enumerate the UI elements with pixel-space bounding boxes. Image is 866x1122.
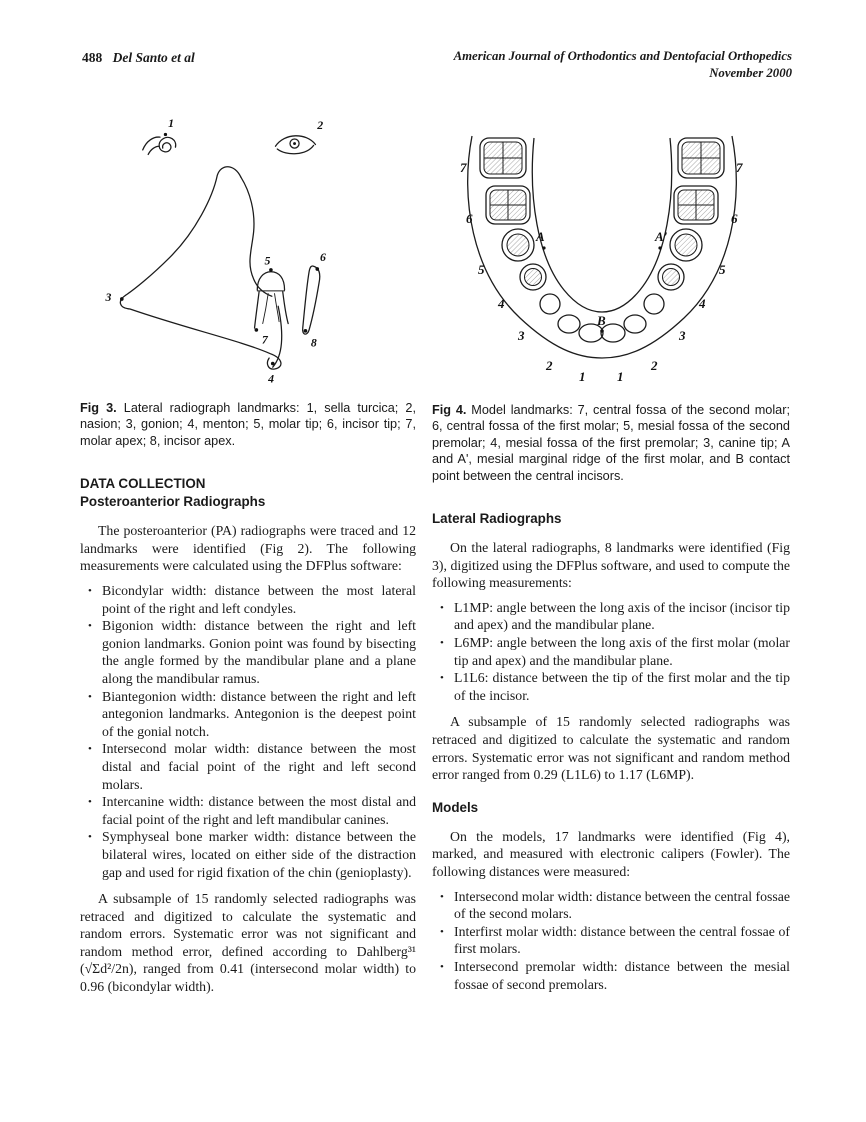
fig4-label-a: A [536,229,545,244]
landmark-dot-1 [164,133,167,136]
list-item [432,923,790,958]
fig4-right-label-4: 4 [699,296,706,311]
fig3-caption-label: Fig 3. [80,401,117,415]
fig3-label-8: 8 [310,335,317,350]
subsection-heading-lateral-radiographs: Lateral Radiographs [432,511,562,527]
molar-crown [257,272,284,290]
list-item-text: Biantegonion width: distance between the right and left antegonion landmarks. Antegonion is the deepest point of the gonial notch. [102,688,416,739]
pa-intro-paragraph: The posteroanterior (PA) radiographs were traced and 12 landmarks were identified (Fig 2). The following measurements were calculated using the DFPlus software: [80,523,416,574]
fig3-label-7: 7 [261,332,268,347]
mandible-upper-contour [241,177,272,296]
fig4-right-label-1: 1 [617,369,624,384]
pa-error-paragraph: A subsample of 15 randomly selected radiographs was retraced and digitized to calculate the systematic and random errors. Systematic error was not significant and random method error, defined according to Dahlberg³¹ (√Σd²/2n), ranged from 0.41 (intersecond molar width) to 0.96 (bicondylar width). [80,891,416,995]
fig3-label-6: 6 [320,249,326,264]
list-item-text: Intersecond molar width: distance between the most distal and facial point of the right and left second molars. [102,741,416,792]
models-measurement-list [432,888,790,994]
fig4-caption-label: Fig 4. [432,403,467,417]
list-item-text: L1MP: angle between the long axis of the incisor (incisor tip and apex) and the mandibular plane. [454,599,790,633]
list-item [80,688,416,741]
fig4-left-label-2: 2 [546,358,553,373]
landmark-dot-2 [293,142,296,145]
fig4-left-label-5: 5 [478,262,485,277]
tooth-left-lateral-incisor [558,315,580,333]
list-item [432,634,790,669]
molar-root-mesial [255,292,260,328]
list-item [432,669,790,704]
journal-issue-date: November 2000 [709,66,792,80]
arch-inner-outline [532,138,671,312]
list-item-text: Bigonion width: distance between the right and left gonion landmarks. Gonion point was found by bisecting the angle formed by the mandibular plane and a plane along the mandibular ramus. [102,618,416,686]
fig4-right-label-2: 2 [651,358,658,373]
running-header-right [454,48,792,82]
fig4-right-label-5: 5 [719,262,726,277]
fig4-caption [432,402,790,484]
subsection-heading-models: Models [432,799,479,815]
section-heading-data-collection: DATA COLLECTION [80,476,206,492]
sella-spiral [159,137,176,152]
fig4-label-b: B [597,313,606,328]
sella-flourish-2 [148,146,159,154]
tooth-left-first-premolar-occlusal [525,269,542,286]
landmark-dot-4 [271,362,275,366]
fig3-label-5: 5 [264,253,271,268]
running-authors: Del Santo et al [112,50,195,65]
fig4-caption-text: Model landmarks: 7, central fossa of the second molar; 6, central fossa of the first molar; 5, mesial fossa of the second premolar; 4, mesial fossa of the first premolar; 3, canine tip; A and A', mesial marginal ridge of the first molar, and B contact point between the central incisors. [432,403,790,483]
fig3-label-1: 1 [168,116,175,131]
list-item-text: L1L6: distance between the tip of the first molar and the tip of the incisor. [454,670,790,703]
orbit-upper-arc [275,136,315,146]
landmark-dot-a [542,246,545,249]
list-item [432,958,790,993]
pa-measurement-list [80,582,416,881]
landmark-dot-b [600,329,604,333]
list-item [80,740,416,793]
landmark-dot-7 [255,328,259,332]
tooth-left-canine [540,294,560,314]
list-item [80,617,416,687]
molar-root-distal [283,292,288,324]
list-item [80,828,416,881]
sella-flourish [143,137,160,150]
lateral-error-paragraph: A subsample of 15 randomly selected radiographs was retraced and digitized to calculate the systematic and random errors. Systematic error was not significant and random method error ranged from 0.29 (L1L6) to 1.17 (L6MP). [432,714,790,783]
list-item-text: Interfirst molar width: distance between the central fossae of first molars. [454,923,790,957]
fig4-right-label-6: 6 [731,211,738,226]
landmark-dot-a-prime [658,246,661,249]
subsection-heading-pa-radiographs: Posteroanterior Radiographs [80,494,266,510]
fig4-left-label-7: 7 [460,160,467,175]
models-intro-paragraph: On the models, 17 landmarks were identified (Fig 4), marked, and measured with electronic calipers (Fowler). The following distances were measured: [432,828,790,879]
fig3-caption [80,400,416,449]
tooth-left-second-premolar-occlusal [507,234,529,256]
list-item-text: L6MP: angle between the long axis of the first molar (molar tip and apex) and the mandibular plane. [454,635,790,668]
left-column [80,108,416,996]
fig4-left-label-1: 1 [579,369,586,384]
list-item [432,599,790,634]
landmark-dot-5 [269,268,273,272]
fig3-caption-text: Lateral radiograph landmarks: 1, sella turcica; 2, nasion; 3, gonion; 4, menton; 5, molar tip; 6, incisor tip; 7, molar apex; 8, incisor apex. [80,401,416,448]
fig3-mandible-drawing [90,110,390,388]
fig4-left-label-6: 6 [466,211,473,226]
journal-title: American Journal of Orthodontics and Dentofacial Orthopedics [453,49,792,63]
list-item-text: Bicondylar width: distance between the most lateral point of the right and left condyles. [102,583,416,616]
fig4-left-label-4: 4 [498,296,505,311]
list-item [80,793,416,828]
tooth-right-second-premolar-occlusal [675,234,697,256]
mandible-ramus [125,167,240,296]
fig3-label-2: 2 [317,118,324,132]
landmark-dot-8 [304,329,308,333]
list-item-text: Intersecond molar width: distance between the central fossae of the second molars. [454,888,790,922]
molar-root-inner-1 [263,294,268,324]
list-item-text: Intersecond premolar width: distance between the mesial fossae of second premolars. [454,958,790,992]
fig4-dental-arch-drawing [452,128,752,390]
incisor-outline [303,266,320,334]
right-column [432,108,790,993]
tooth-right-lateral-incisor [624,315,646,333]
orbit-lower-arc [277,145,313,153]
list-item [432,888,790,923]
tooth-right-canine [644,294,664,314]
list-item-text: Symphyseal bone marker width: distance between the bilateral wires, located on either side of the distraction gap and used for rigid fixation of the chin (genioplasty). [102,829,416,880]
fig4-right-label-3: 3 [679,328,686,343]
fig3-label-3: 3 [105,289,112,304]
landmark-dot-3 [120,297,124,301]
fig4-right-label-7: 7 [736,160,743,175]
list-item [80,582,416,617]
fig3-label-4: 4 [268,371,275,386]
page-number: 488 [82,50,103,65]
fig4-left-label-3: 3 [518,328,525,343]
list-item-text: Intercanine width: distance between the most distal and facial point of the right and left mandibular canines. [102,794,416,827]
lateral-measurement-list [432,599,790,705]
tooth-right-first-premolar-occlusal [663,269,680,286]
lateral-intro-paragraph: On the lateral radiographs, 8 landmarks were identified (Fig 3), digitized using the DFPlus software, and used to compute the following measurements: [432,540,790,591]
fig4-label-a-prime: A' [655,229,668,244]
running-header-left [82,50,195,66]
landmark-dot-6 [315,267,319,271]
